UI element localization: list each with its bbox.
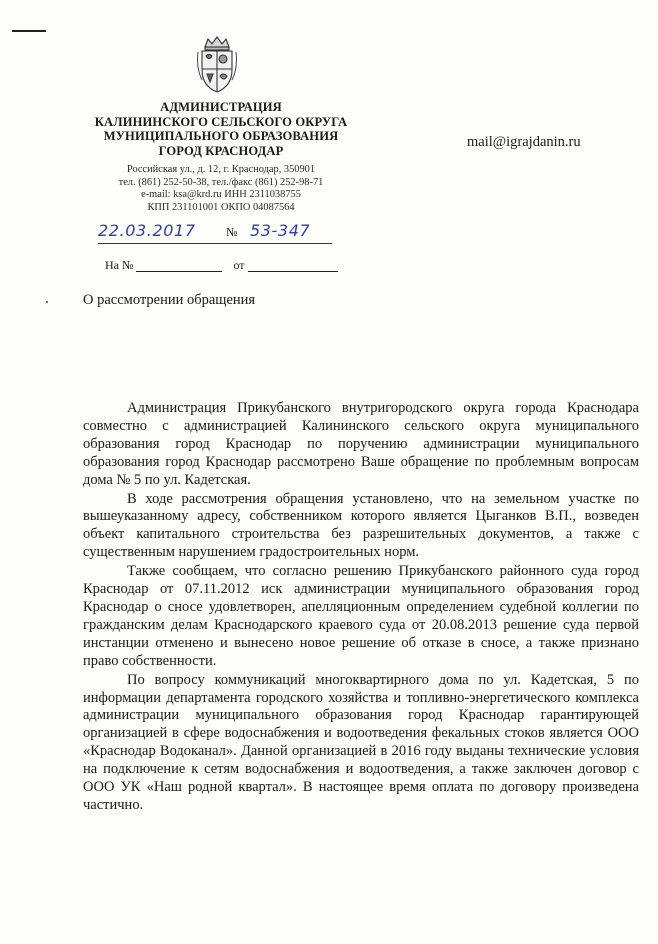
letter-subject: О рассмотрении обращения (83, 292, 256, 308)
letter-body (83, 400, 639, 816)
organization-contacts (60, 164, 382, 214)
contact-line: e-mail: ksa@krd.ru ИНН 2311038755 (141, 189, 301, 200)
org-line: ГОРОД КРАСНОДАР (158, 143, 284, 158)
registration-stamp (98, 221, 338, 245)
reference-number-label: На № (105, 258, 134, 272)
contact-line: тел. (861) 252-50-38, тел./факс (861) 252-98-71 (118, 176, 324, 188)
registration-number: 53-347 (250, 221, 311, 240)
margin-dot (46, 301, 48, 303)
reference-date-blank (248, 259, 338, 272)
coat-of-arms-icon (196, 34, 238, 96)
reference-line (105, 258, 338, 272)
corner-mark (12, 30, 46, 32)
reference-number-blank (136, 259, 222, 272)
recipient-email: mail@igrajdanin.ru (467, 134, 581, 150)
org-line: АДМИНИСТРАЦИЯ (160, 100, 282, 114)
body-paragraph: По вопросу коммуникаций многоквартирного дома по ул. Кадетская, 5 по информации департамента городского хозяйства и топливно-энергетического комплекса администрации муниципального образования город Краснодар гарантирующей организацией в сфере водоснабжения и водоотведения фекальных стоков является ООО «Краснодар Водоканал». Данной организацией в 2016 году выданы технические условия на подключение к сетям водоснабжения и водоотведения, а также заключен договор с ООО УК «Наш родной квартал». В настоящее время оплата по договору произведена частично. (83, 671, 639, 813)
body-paragraph: В ходе рассмотрения обращения установлено, что на земельном участке по вышеуказанному адресу, собственником которого является Цыганков В.П., возведен объект капитального строительства без разрешительных документов, а также с существенным нарушением градостроительных норм. (83, 490, 639, 561)
org-line: КАЛИНИНСКОГО СЕЛЬСКОГО ОКРУГА (94, 114, 348, 129)
contact-line: КПП 231101001 ОКПО 04087564 (147, 201, 295, 213)
org-line: МУНИЦИПАЛЬНОГО ОБРАЗОВАНИЯ (103, 129, 339, 144)
body-paragraph: Также сообщаем, что согласно решению Прикубанского районного суда город Краснодар от 07.11.2012 иск администрации муниципального образования город Краснодар о сносе удовлетворен, апелляционным определением судебной коллегии по гражданским делам Краснодарского краевого суда от 20.08.2013 решение суда первой инстанции отменено и вынесено новое решение об отказе в сносе, а также признано право собственности. (83, 563, 639, 669)
number-sign: № (226, 225, 239, 239)
body-paragraph: Администрация Прикубанского внутригородского округа города Краснодара совместно с администрацией Калининского сельского округа муниципального образования город Краснодар по поручению администрации муниципального образования город Краснодар рассмотрено Ваше обращение по проблемным вопросам дома № 5 по ул. Кадетская. (83, 400, 639, 488)
registration-date: 22.03.2017 (98, 221, 196, 240)
reference-date-label: от (233, 258, 245, 272)
contact-line: Российская ул., д. 12, г. Краснодар, 350901 (126, 164, 316, 175)
organization-name (60, 100, 382, 158)
stamp-underline (98, 243, 332, 244)
